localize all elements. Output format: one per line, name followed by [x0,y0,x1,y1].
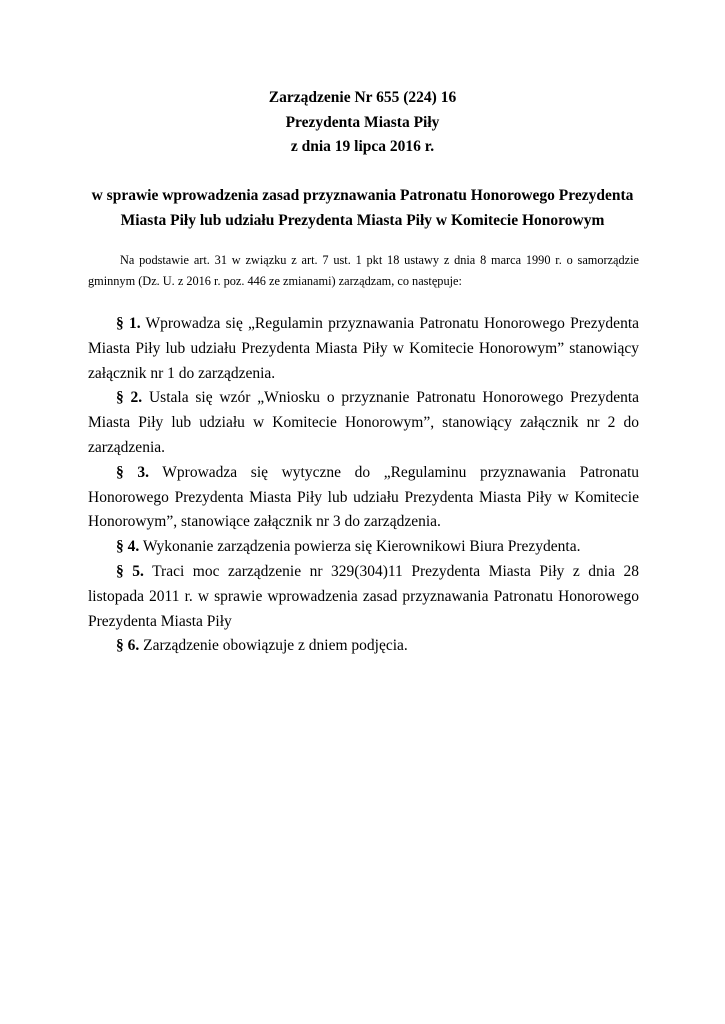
paragraph-number: § 1. [116,315,141,332]
paragraph-text: Wprowadza się „Regulamin przyznawania Patronatu Honorowego Prezydenta Miasta Piły lub udziału Prezydenta Miasta Piły w Komitecie Honorowym” stanowiący załącznik nr 1 do zarządzenia. [88,315,640,382]
paragraph-number: § 3. [116,463,149,481]
paragraph-5 [88,560,639,634]
paragraph-2 [88,386,639,460]
document-date: z dnia 19 lipca 2016 r. [290,138,435,155]
paragraph-text: Zarządzenie obowiązuje z dniem podjęcia. [139,637,408,655]
paragraph-number: § 6. [116,637,140,655]
paragraph-number: § 4. [116,538,140,556]
paragraph-list [88,312,639,659]
paragraph-text: Wprowadza się wytyczne do „Regulaminu przyznawania Patronatu Honorowego Prezydenta Miasta Piły lub udziału Prezydenta Miasta Piły w Komitecie Honorowym”, stanowiące załącznik nr 3 do zarządzenia. [88,463,640,531]
paragraph-text: Traci moc zarządzenie nr 329(304)11 Prezydenta Miasta Piły z dnia 28 listopada 2011 r. w sprawie wprowadzenia zasad przyznawania Patronatu Honorowego Prezydenta Miasta Piły [88,562,639,630]
subject-line-2: Miasta Piły lub udziału Prezydenta Miasta Piły w Komitecie Honorowym [120,211,605,229]
paragraph-text: Wykonanie zarządzenia powierza się Kierownikowi Biura Prezydenta. [139,538,581,556]
legal-basis: Na podstawie art. 31 w związku z art. 7 ust. 1 pkt 18 ustawy z dnia 8 marca 1990 r. o samorządzie gminnym (Dz. U. z 2016 r. poz. 446 ze zmianami) zarządzam, co następuje: [88,253,639,288]
subject-line-1: w sprawie wprowadzenia zasad przyznawania Patronatu Honorowego Prezydenta [91,187,634,204]
document-title: Zarządzenie Nr 655 (224) 16 [268,89,457,106]
paragraph-4 [88,535,639,560]
paragraph-6 [88,634,639,659]
document-issuer: Prezydenta Miasta Piły [285,113,440,131]
paragraph-3 [88,461,639,535]
document-header [0,86,725,160]
paragraph-number: § 5. [116,562,144,580]
paragraph-1 [88,312,639,386]
paragraph-number: § 2. [116,389,143,407]
paragraph-text: Ustala się wzór „Wniosku o przyznanie Patronatu Honorowego Prezydenta Miasta Piły lub udziału w Komitecie Honorowym”, stanowiący załącznik nr 2 do zarządzenia. [88,389,640,456]
document-subject [60,184,665,233]
